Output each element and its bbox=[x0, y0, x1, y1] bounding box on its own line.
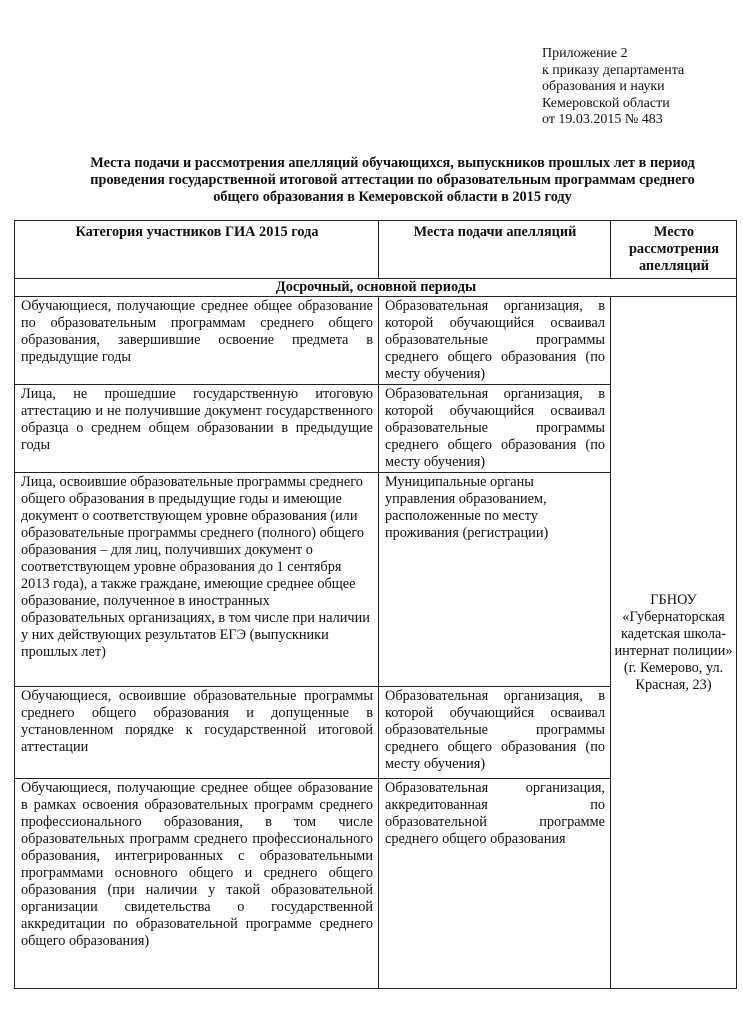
header-review: Место рассмотрения апелляций bbox=[611, 221, 737, 279]
category-cell: Лица, не прошедшие государственную итоговую аттестацию и не получившие документ государственного образца о среднем общем образовании в предыдущие годы bbox=[15, 385, 379, 473]
table-row bbox=[15, 297, 737, 385]
header-category: Категория участников ГИА 2015 года bbox=[15, 221, 379, 279]
appendix-line: Приложение 2 bbox=[542, 46, 628, 61]
table-header-row bbox=[15, 221, 737, 279]
submission-cell: Образовательная организация, в которой обучающийся осваивал образовательные программы среднего общего образования (по месту обучения) bbox=[379, 297, 611, 385]
category-cell: Обучающиеся, освоившие образовательные программы среднего общего образования и допущенные в установленном порядке к государственной итоговой аттестации bbox=[15, 687, 379, 779]
period-label: Досрочный, основной периоды bbox=[15, 279, 737, 297]
appendix-line: к приказу департамента bbox=[542, 62, 685, 78]
appendix-line: от 19.03.2015 № 483 bbox=[542, 112, 663, 127]
category-cell: Обучающиеся, получающие среднее общее образование по образовательным программам среднего общего образования, завершившие освоение предмета в предыдущие годы bbox=[15, 297, 379, 385]
header-submission: Места подачи апелляций bbox=[379, 221, 611, 279]
document-title: Места подачи и рассмотрения апелляций обучающихся, выпускников прошлых лет в период проведения государственной итоговой аттестации по образовательным программам среднего общего образования в Кемеровской области в 2015 году bbox=[90, 155, 695, 205]
category-cell: Обучающиеся, получающие среднее общее образование в рамках освоения образовательных программ среднего профессионального образования, в том числе образовательных программ среднего профессионального образования, интегрированных с образовательными программами основного общего и среднего общего образования (при наличии у такой образовательной организации свидетельства о государственной аккредитации по образовательной программе среднего общего образования) bbox=[15, 779, 379, 989]
submission-cell: Образовательная организация, в которой обучающийся осваивал образовательные программы среднего общего образования (по месту обучения) bbox=[379, 385, 611, 473]
appeals-table bbox=[14, 220, 737, 989]
period-row bbox=[15, 279, 737, 297]
review-place-cell: ГБНОУ «Губернаторская кадетская школа-интернат полиции» (г. Кемерово, ул. Красная, 23) bbox=[611, 297, 737, 989]
submission-cell: Образовательная организация, аккредитованная по образовательной программе среднего общего образования bbox=[379, 779, 611, 989]
submission-cell: Муниципальные органы управления образованием, расположенные по месту проживания (регистрации) bbox=[379, 473, 611, 687]
category-cell: Лица, освоившие образовательные программы среднего общего образования в предыдущие годы и имеющие документ о соответствующем уровне образования (или образовательные программы среднего (полного) общего образования – для лиц, получивших документ о соответствующем уровне образования до 1 сентября 2013 года), а также граждане, имеющие среднее общее образование, полученное в иностранных образовательных организациях, в том числе при наличии у них действующих результатов ЕГЭ (выпускники прошлых лет) bbox=[15, 473, 379, 687]
appendix-line: Кемеровской области bbox=[542, 95, 670, 111]
submission-cell: Образовательная организация, в которой обучающийся осваивал образовательные программы среднего общего образования (по месту обучения) bbox=[379, 687, 611, 779]
appendix-note bbox=[542, 46, 684, 129]
appendix-line: образования и науки bbox=[542, 79, 665, 94]
